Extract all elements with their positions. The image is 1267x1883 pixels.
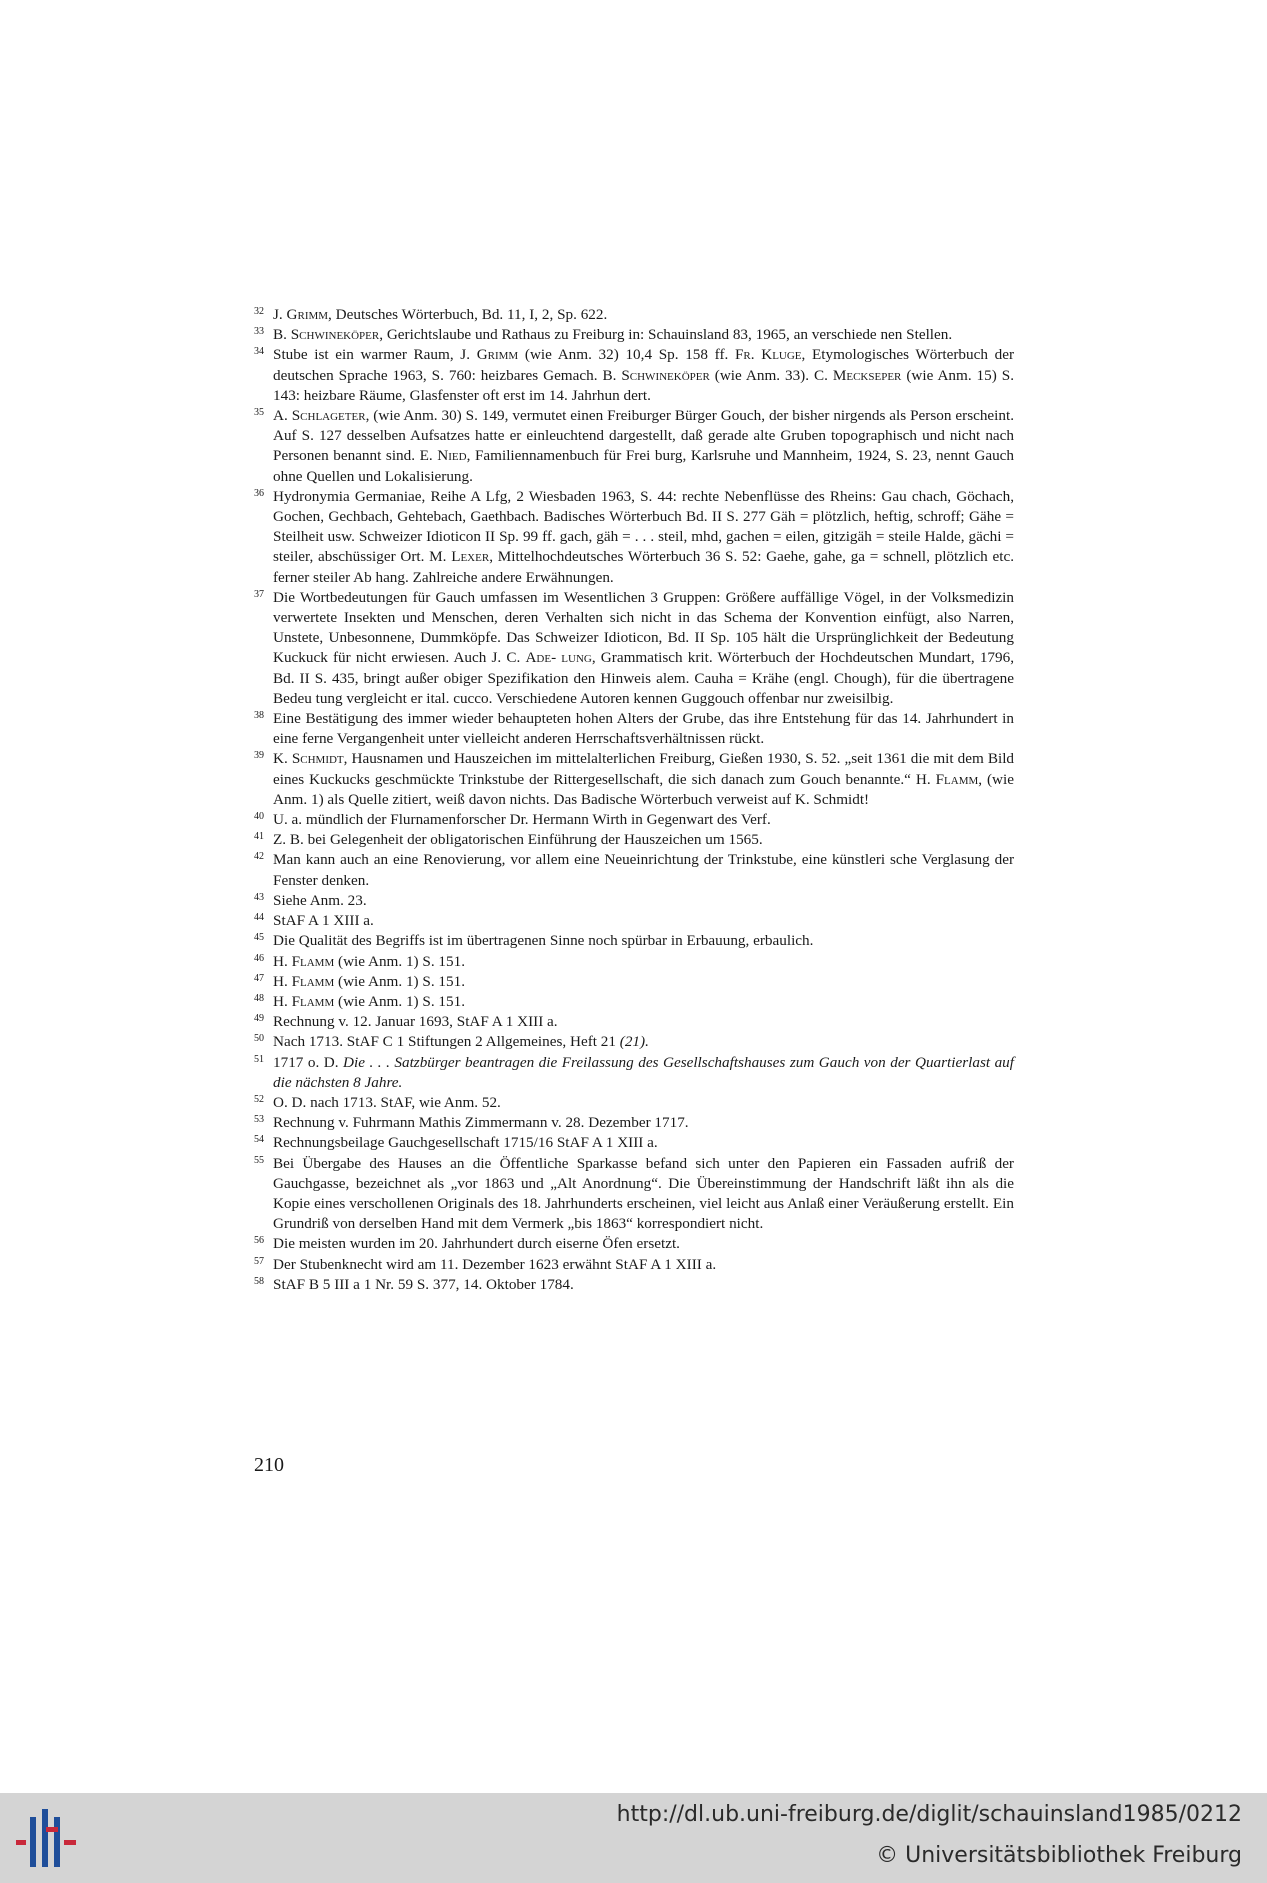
author-name: Schwineköper: [290, 326, 380, 344]
footnote-number: 36: [254, 487, 264, 499]
footnote-text-segment: Man kann auch an eine Renovierung, vor allem eine Neueinrichtung der Trinkstube, eine künstleri sche Verglasung der Fenster denken.: [273, 851, 1014, 889]
footnote-text-segment: , Etymologisches Wörterbuch der deutschen Sprache 1963, S. 760: heizbares Gemach. B.: [273, 346, 1015, 384]
quoted-text: (21).: [619, 1033, 649, 1051]
footnote-text-segment: (wie Anm. 1) S. 151.: [334, 992, 466, 1010]
footnote-36: [254, 487, 1014, 588]
footnote-33: [254, 325, 1014, 345]
footnote-number: 46: [254, 952, 264, 964]
footnote-text-segment: , (wie Anm. 1) als Quelle zitiert, weiß davon nichts. Das Badische Wörterbuch verweist auf K. Schmidt!: [273, 770, 1014, 808]
quoted-text: Die . . . Satzbürger beantragen die Freilassung des Gesellschaftshauses zum Gauch von der Quartierlast auf die nächsten 8 Jahre.: [273, 1053, 1014, 1091]
footnote-text-segment: Rechnung v. 12. Januar 1693, StAF A 1 XIII a.: [273, 1013, 558, 1031]
footnote-52: [254, 1093, 1014, 1113]
footnote-text-segment: B.: [273, 326, 291, 344]
footnote-text: [273, 892, 367, 909]
footnote-number: 58: [254, 1275, 264, 1287]
footnote-text: [273, 1094, 501, 1111]
footnote-40: [254, 810, 1014, 830]
footnote-text: [273, 750, 1014, 807]
footnote-text-segment: Die Wortbedeutungen für Gauch umfassen im Wesentlichen 3 Gruppen: Größere auffällige Vögel, in der Volksmedizin verwertete Insekten und Menschen, deren Verhalten sich nicht in das Schema der Konvention einfügt, also Narren, Unstete, Unbesonnene, Dummköpfe. Das Schweizer Idioticon, Bd. II Sp. 105 hält die Ursprünglichkeit der Bedeutung Kuckuck für nicht erwiesen. Auch J. C.: [273, 588, 1014, 667]
footnote-56: [254, 1234, 1014, 1254]
footnote-text: [273, 326, 952, 343]
footnote-49: [254, 1012, 1014, 1032]
footnote-text: [273, 932, 813, 949]
footnote-text: [273, 710, 1014, 747]
footnote-text: [273, 1013, 558, 1030]
author-name: Grimm: [476, 346, 519, 364]
footnote-45: [254, 931, 1014, 951]
footnote-text-segment: , Familiennamenbuch für Frei burg, Karlsruhe und Mannheim, 1924, S. 23, nennt Gauch ohne Quellen und Lokalisierung.: [273, 447, 1014, 485]
footnote-number: 48: [254, 992, 264, 1004]
footnote-41: [254, 830, 1014, 850]
author-name: Flamm: [291, 952, 335, 970]
footnote-text-segment: (wie Anm. 1) S. 151.: [334, 952, 466, 970]
author-name: Meckseper: [832, 366, 902, 384]
footnote-text-segment: Die meisten wurden im 20. Jahrhundert durch eiserne Öfen ersetzt.: [273, 1235, 680, 1253]
author-name: Grimm: [286, 306, 329, 323]
footnote-number: 47: [254, 972, 264, 984]
footnote-text: [273, 1155, 1014, 1233]
footnote-text-segment: J.: [273, 306, 287, 323]
footnote-text-segment: A.: [273, 407, 292, 425]
footnote-39: [254, 749, 1014, 810]
footnote-text-segment: K.: [273, 750, 292, 768]
footnote-number: 33: [254, 326, 264, 338]
footnote-number: 52: [254, 1093, 264, 1105]
author-name: Lexer: [451, 548, 490, 566]
footnote-38: [254, 709, 1014, 749]
footnote-text: [273, 912, 374, 929]
footnote-text: [273, 589, 1014, 707]
footnote-text-segment: (wie Anm. 1) S. 151.: [334, 972, 466, 990]
footnote-34: [254, 345, 1014, 406]
footnote-text: [273, 1134, 658, 1151]
footnote-number: 35: [254, 407, 264, 419]
footnote-number: 49: [254, 1013, 264, 1025]
footnote-text-segment: (wie Anm. 33). C.: [709, 366, 833, 384]
author-name: Fr. Kluge: [734, 346, 802, 364]
footnote-48: [254, 992, 1014, 1012]
footnote-number: 50: [254, 1033, 264, 1045]
footnote-text-segment: (wie Anm. 32) 10,4 Sp. 158 ff.: [518, 346, 735, 364]
footnote-number: 54: [254, 1134, 264, 1146]
footnote-54: [254, 1133, 1014, 1153]
author-name: Flamm: [935, 770, 979, 788]
footnote-32: [254, 305, 1014, 325]
footnote-55: [254, 1154, 1014, 1235]
footnote-text: [273, 953, 465, 970]
footnote-text-segment: Hydronymia Germaniae, Reihe A Lfg, 2 Wiesbaden 1963, S. 44: rechte Nebenflüsse des Rheins: Gau chach, Göchach, Gochen, Gechbach, Gehtebach, Gaethbach. Badisches Wörterbuch Bd. II S. 277 Gäh = plötzlich, heftig, schroff; Gähe = Steilheit usw. Schweizer Idioticon II Sp. 99 ff. gach, gäh = . . . steil, mhd, gachen = eilen, gitzigäh = steile Halde, gächi = steiler, abschüssiger Ort. M.: [273, 487, 1014, 566]
footer-url-link[interactable]: http://dl.ub.uni-freiburg.de/diglit/schauinsland1985/0212: [616, 1802, 1242, 1827]
footnote-text-segment: H.: [273, 992, 292, 1010]
footnote-number: 39: [254, 750, 264, 762]
footnote-text-segment: StAF B 5 III a 1 Nr. 59 S. 377, 14. Oktober 1784.: [273, 1275, 574, 1293]
footnote-list: [254, 305, 1014, 1295]
author-name: Schmidt: [291, 750, 344, 768]
footnote-text-segment: , Gerichtslaube und Rathaus zu Freiburg in: Schauinsland 83, 1965, an verschiede nen Stellen.: [379, 326, 953, 344]
footnote-number: 41: [254, 831, 264, 843]
footnote-number: 38: [254, 710, 264, 722]
footnote-number: 44: [254, 912, 264, 924]
footnote-number: 55: [254, 1154, 264, 1166]
footnote-text-segment: Nach 1713. StAF C 1 Stiftungen 2 Allgemeines, Heft 21: [273, 1033, 620, 1051]
author-name: Schlageter: [291, 407, 366, 425]
footnote-text-segment: U. a. mündlich der Flurnamenforscher Dr. Hermann Wirth in Gegenwart des Verf.: [273, 811, 771, 829]
footnote-text-segment: 1717 o. D.: [273, 1053, 344, 1071]
author-name: Ade- lung: [525, 649, 592, 667]
footnote-number: 56: [254, 1235, 264, 1247]
footnote-text: [273, 1256, 716, 1273]
footnote-text-segment: Rechnung v. Fuhrmann Mathis Zimmermann v. 28. Dezember 1717.: [273, 1114, 689, 1132]
footnote-text: [273, 306, 607, 323]
footnote-text-segment: (wie Anm. 15) S. 143: heizbare Räume, Glasfenster oft erst im 14. Jahrhun dert.: [273, 366, 1014, 404]
ub-freiburg-logo-icon: [16, 1805, 78, 1871]
footnote-number: 43: [254, 891, 264, 903]
footnote-text: [273, 1276, 574, 1293]
footnote-text-segment: Z. B. bei Gelegenheit der obligatorischen Einführung der Hauszeichen um 1565.: [273, 831, 763, 849]
footnote-number: 40: [254, 811, 264, 823]
footer-bar: [0, 1793, 1267, 1883]
footnote-text-segment: Siehe Anm. 23.: [273, 891, 367, 909]
footnote-text-segment: Bei Übergabe des Hauses an die Öffentliche Sparkasse befand sich unter den Papieren ein Fassaden aufriß der Gauchgasse, bezeichnet als „vor 1863 und „Alt Anordnung“. Die Übereinstimmung der Handschrift läßt ihn als die Kopie eines verschollenen Originals des 18. Jahrhunderts erscheinen, viel leicht aus Anlaß einer Veräußerung erstellt. Ein Grundriß von derselben Hand mit dem Vermerk „bis 1863“ korrespondiert nicht.: [273, 1154, 1014, 1233]
footnote-50: [254, 1032, 1014, 1052]
footnote-text: [273, 1114, 689, 1131]
author-name: Schwineköper: [621, 366, 710, 384]
footnote-37: [254, 588, 1014, 709]
footnote-46: [254, 952, 1014, 972]
footnote-43: [254, 891, 1014, 911]
footnote-number: 53: [254, 1114, 264, 1126]
footnote-text-segment: O. D. nach 1713. StAF, wie Anm. 52.: [273, 1093, 501, 1111]
footnote-number: 45: [254, 932, 264, 944]
footnote-35: [254, 406, 1014, 487]
page-number: 210: [254, 1454, 284, 1476]
footnote-number: 42: [254, 851, 264, 863]
footnote-text: [273, 346, 1014, 403]
footnote-number: 57: [254, 1255, 264, 1267]
footnote-number: 51: [254, 1053, 264, 1065]
footnote-number: 37: [254, 588, 264, 600]
footnote-text: [273, 407, 1014, 485]
footnote-text: [273, 1235, 680, 1252]
author-name: Nied: [437, 447, 467, 465]
footnote-text-segment: StAF A 1 XIII a.: [273, 912, 374, 930]
footnote-text-segment: H.: [273, 972, 292, 990]
footnote-text-segment: Eine Bestätigung des immer wieder behaupteten hohen Alters der Grube, das ihre Entstehung für das 14. Jahrhundert in eine ferne Vergangenheit unter vielleicht anderen Herrschaftsverhältnissen rückt.: [273, 710, 1014, 748]
footnote-text: [273, 1033, 649, 1050]
footnote-42: [254, 850, 1014, 890]
footnote-text-segment: Stube ist ein warmer Raum, J.: [273, 346, 477, 364]
footnote-57: [254, 1255, 1014, 1275]
footnote-text: [273, 993, 465, 1010]
author-name: Flamm: [291, 992, 335, 1010]
footnote-44: [254, 911, 1014, 931]
footnote-number: 34: [254, 346, 264, 358]
footnote-text: [273, 811, 771, 828]
footnote-text: [273, 831, 763, 848]
footnote-51: [254, 1053, 1014, 1093]
footnote-text-segment: , Deutsches Wörterbuch, Bd. 11, I, 2, Sp. 622.: [328, 306, 608, 323]
footnote-text-segment: , Hausnamen und Hauszeichen im mittelalterlichen Freiburg, Gießen 1930, S. 52. „seit 1361 die mit dem Bild eines Kuckucks geschmückte Trinkstube der Rittergesellschaft, die sich danach zum Gouch benannte.“ H.: [273, 750, 1015, 788]
footnote-text-segment: , (wie Anm. 30) S. 149, vermutet einen Freiburger Bürger Gouch, der bisher nirgends als Person erscheint. Auf S. 127 desselben Aufsatzes hatte er einleuchtend dargestellt, daß gerade alte Gruben topographisch und nicht nach Personen benannt sind. E.: [273, 407, 1015, 465]
author-name: Flamm: [291, 972, 335, 990]
footnote-text: [273, 973, 465, 990]
footnote-text: [273, 851, 1014, 888]
footnote-text-segment: , Grammatisch krit. Wörterbuch der Hochdeutschen Mundart, 1796, Bd. II S. 435, bringt außer obiger Spezifikation den Hinweis alem. Cauha = Krähe (engl. Chough), für die übertragene Bedeu tung vergleicht er ital. cucco. Verschiedene Autoren kennen Guggouch offenbar nur zweisilbig.: [273, 649, 1014, 707]
footer-copyright: © Universitätsbibliothek Freiburg: [876, 1843, 1242, 1868]
footnote-47: [254, 972, 1014, 992]
footnote-53: [254, 1113, 1014, 1133]
footnote-text: [273, 1054, 1014, 1091]
footnote-number: 32: [254, 306, 264, 317]
footnote-text-segment: , Mittelhochdeutsches Wörterbuch 36 S. 52: Gaehe, gahe, ga = schnell, plötzlich etc. ferner steiler Ab hang. Zahlreiche andere Erwähnungen.: [273, 548, 1014, 586]
footnote-text: [273, 488, 1014, 586]
footnote-text-segment: Die Qualität des Begriffs ist im übertragenen Sinne noch spürbar in Erbauung, erbaulich.: [273, 932, 814, 950]
footnote-text-segment: Rechnungsbeilage Gauchgesellschaft 1715/16 StAF A 1 XIII a.: [273, 1134, 658, 1152]
footnote-text-segment: Der Stubenknecht wird am 11. Dezember 1623 erwähnt StAF A 1 XIII a.: [273, 1255, 717, 1273]
footnote-text-segment: H.: [273, 952, 292, 970]
footnote-58: [254, 1275, 1014, 1295]
